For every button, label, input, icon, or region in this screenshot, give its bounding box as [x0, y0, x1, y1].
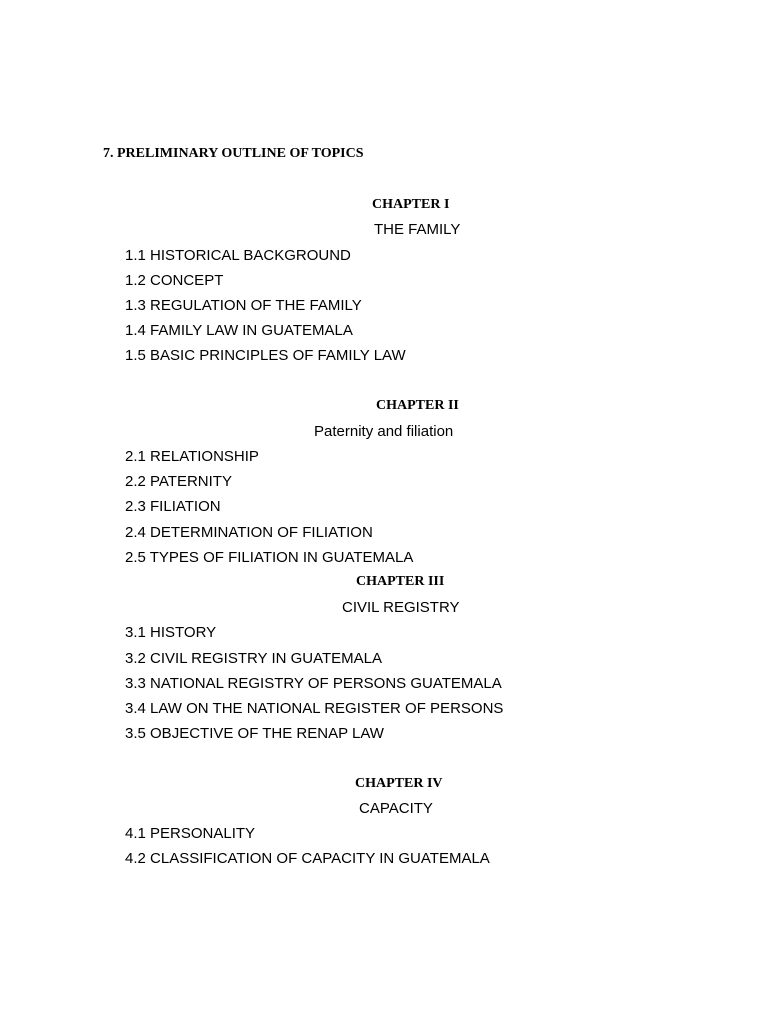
chapter-1-topic: 1.5 BASIC PRINCIPLES OF FAMILY LAW — [125, 347, 406, 364]
chapter-2-title: Paternity and filiation — [314, 423, 454, 440]
chapter-3-topic: 3.3 NATIONAL REGISTRY OF PERSONS GUATEMALA — [125, 675, 502, 692]
chapter-1-label: CHAPTER I — [372, 197, 450, 212]
chapter-1-topic: 1.2 CONCEPT — [125, 272, 224, 289]
chapter-3-topic: 3.4 LAW ON THE NATIONAL REGISTER OF PERSONS — [125, 700, 504, 717]
chapter-2-topic: 2.3 FILIATION — [125, 498, 221, 515]
chapter-2-topic: 2.1 RELATIONSHIP — [125, 448, 259, 465]
section-heading: 7. PRELIMINARY OUTLINE OF TOPICS — [103, 146, 364, 161]
chapter-4-label: CHAPTER IV — [355, 776, 443, 791]
chapter-1-topic: 1.3 REGULATION OF THE FAMILY — [125, 297, 362, 314]
chapter-4-topic: 4.1 PERSONALITY — [125, 825, 256, 842]
chapter-3-title: CIVIL REGISTRY — [342, 599, 460, 616]
chapter-2-label: CHAPTER II — [376, 398, 459, 413]
chapter-3-topic: 3.1 HISTORY — [125, 624, 217, 641]
chapter-3-topic: 3.5 OBJECTIVE OF THE RENAP LAW — [125, 725, 384, 742]
chapter-4-title: CAPACITY — [359, 800, 433, 817]
chapter-1-topic: 1.1 HISTORICAL BACKGROUND — [125, 247, 351, 264]
chapter-2-topic: 2.5 TYPES OF FILIATION IN GUATEMALA — [125, 549, 414, 566]
chapter-4-topic: 4.2 CLASSIFICATION OF CAPACITY IN GUATEMALA — [125, 850, 490, 867]
chapter-2-topic: 2.4 DETERMINATION OF FILIATION — [125, 524, 373, 541]
chapter-3-topic: 3.2 CIVIL REGISTRY IN GUATEMALA — [125, 650, 383, 667]
chapter-1-title: THE FAMILY — [374, 221, 461, 238]
chapter-3-label: CHAPTER III — [356, 574, 445, 589]
chapter-2-topic: 2.2 PATERNITY — [125, 473, 232, 490]
chapter-1-topic: 1.4 FAMILY LAW IN GUATEMALA — [125, 322, 353, 339]
